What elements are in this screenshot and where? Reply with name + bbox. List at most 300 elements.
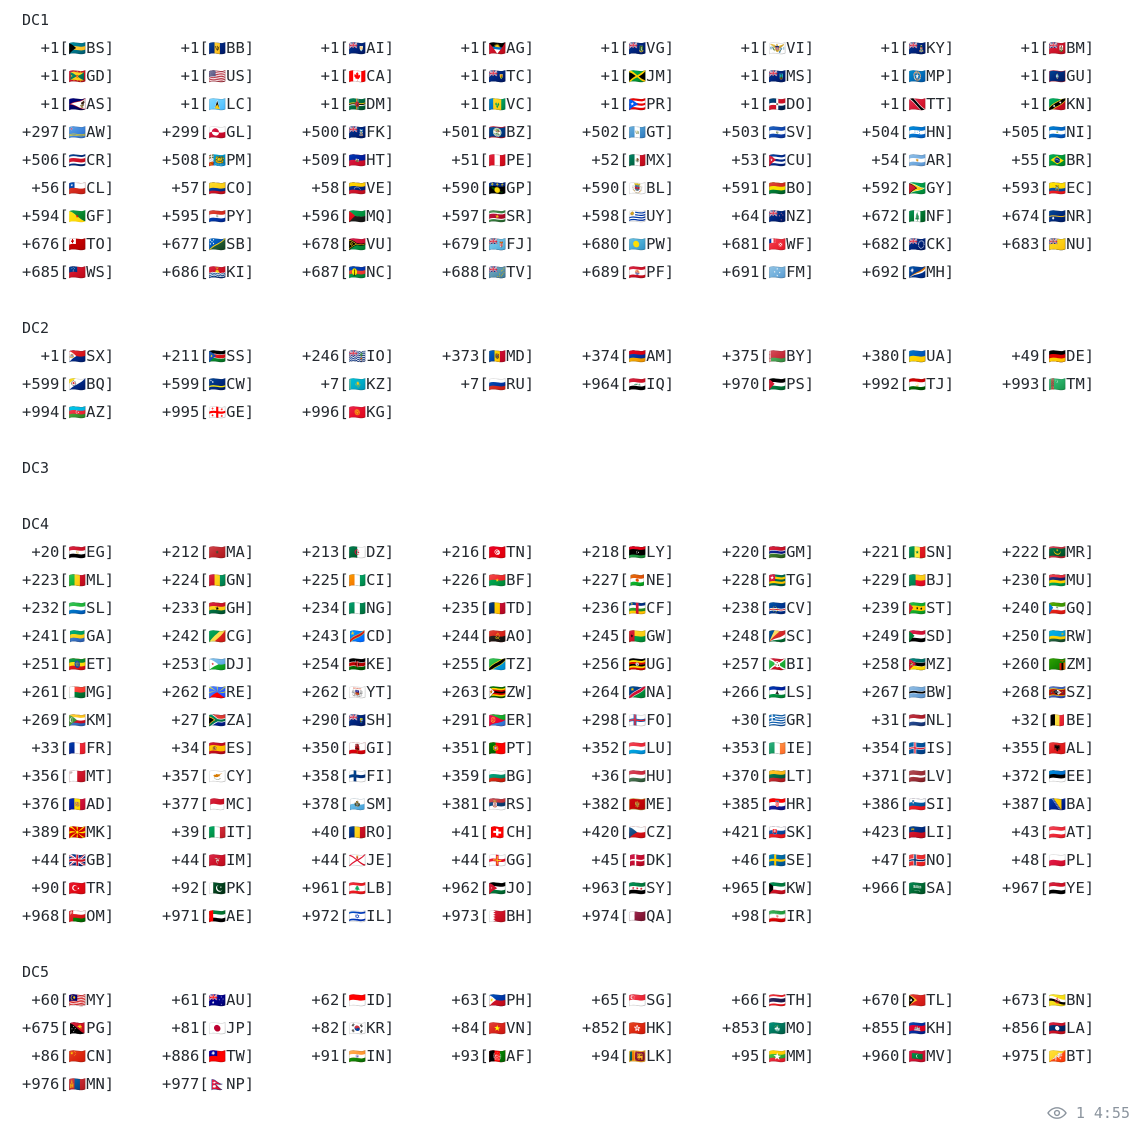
country-entry[interactable] [162, 1042, 302, 1070]
country-entry[interactable] [302, 90, 442, 118]
country-entry[interactable] [302, 174, 442, 202]
dial-code: +66 [731, 991, 760, 1009]
flag-icon: 🇭🇰 [628, 1021, 647, 1037]
entry-pad [302, 179, 311, 197]
country-entry[interactable] [442, 874, 582, 902]
country-entry[interactable] [862, 790, 1002, 818]
country-entry[interactable] [862, 818, 1002, 846]
country-entry[interactable] [582, 174, 722, 202]
country-entry[interactable] [162, 118, 302, 146]
iso-code: NZ [786, 207, 805, 225]
country-entry[interactable] [862, 538, 1002, 566]
country-entry[interactable] [722, 986, 862, 1014]
country-entry[interactable] [22, 202, 162, 230]
country-entry[interactable] [1002, 34, 1142, 62]
bracket-open: [ [759, 375, 769, 393]
bracket-open: [ [59, 95, 69, 113]
country-entry[interactable] [22, 370, 162, 398]
country-entry[interactable] [722, 762, 862, 790]
dial-code: +678 [302, 235, 340, 253]
country-entry[interactable] [862, 230, 1002, 258]
iso-code: MN [86, 1075, 105, 1093]
country-entry[interactable] [862, 118, 1002, 146]
country-entry[interactable] [1002, 762, 1142, 790]
country-entry[interactable] [862, 342, 1002, 370]
country-entry[interactable] [862, 566, 1002, 594]
flag-icon: 🇰🇿 [348, 377, 367, 393]
country-entry[interactable] [302, 902, 442, 930]
country-entry[interactable] [22, 146, 162, 174]
country-entry[interactable] [22, 34, 162, 62]
country-entry[interactable] [442, 706, 582, 734]
country-entry[interactable] [442, 370, 582, 398]
country-entry[interactable] [22, 678, 162, 706]
country-entry[interactable] [722, 146, 862, 174]
country-entry[interactable] [442, 846, 582, 874]
country-entry[interactable] [162, 734, 302, 762]
bracket-open: [ [619, 879, 629, 897]
country-entry[interactable] [442, 202, 582, 230]
dial-code: +239 [862, 599, 900, 617]
country-entry[interactable] [722, 370, 862, 398]
dc-group-grid [22, 538, 1134, 930]
bracket-close: ] [524, 823, 535, 841]
flag-icon: 🇵🇷 [628, 97, 647, 113]
country-entry[interactable] [862, 1014, 1002, 1042]
country-entry[interactable] [862, 622, 1002, 650]
country-entry[interactable] [442, 650, 582, 678]
country-entry[interactable] [302, 398, 442, 426]
country-entry[interactable] [22, 846, 162, 874]
iso-code: AR [926, 151, 945, 169]
country-entry[interactable] [1002, 62, 1142, 90]
dial-code: +254 [302, 655, 340, 673]
country-entry[interactable] [442, 62, 582, 90]
country-entry[interactable] [22, 538, 162, 566]
country-entry[interactable] [1002, 818, 1142, 846]
bracket-open: [ [899, 207, 909, 225]
country-entry[interactable] [22, 874, 162, 902]
country-entry[interactable] [862, 678, 1002, 706]
iso-code: BA [1066, 795, 1085, 813]
country-entry[interactable] [22, 1042, 162, 1070]
bracket-close: ] [524, 683, 535, 701]
country-entry[interactable] [862, 986, 1002, 1014]
country-entry[interactable] [722, 790, 862, 818]
country-entry[interactable] [1002, 734, 1142, 762]
country-entry[interactable] [442, 538, 582, 566]
country-entry[interactable] [442, 790, 582, 818]
country-entry[interactable] [302, 62, 442, 90]
bracket-open: [ [339, 403, 349, 421]
flag-icon: 🇫🇮 [348, 769, 367, 785]
country-entry[interactable] [302, 258, 442, 286]
country-entry[interactable] [862, 594, 1002, 622]
bracket-open: [ [1039, 95, 1049, 113]
bracket-open: [ [619, 123, 629, 141]
country-entry[interactable] [302, 818, 442, 846]
country-entry[interactable] [302, 762, 442, 790]
country-entry[interactable] [302, 370, 442, 398]
country-entry[interactable] [22, 734, 162, 762]
country-entry[interactable] [162, 230, 302, 258]
dial-code: +686 [162, 263, 200, 281]
country-entry[interactable] [722, 678, 862, 706]
country-entry[interactable] [722, 818, 862, 846]
flag-icon: 🇵🇲 [208, 153, 227, 169]
country-entry[interactable] [582, 790, 722, 818]
country-entry[interactable] [162, 566, 302, 594]
country-entry[interactable] [162, 678, 302, 706]
entry-pad [1002, 823, 1011, 841]
country-entry[interactable] [22, 650, 162, 678]
country-entry[interactable] [722, 538, 862, 566]
country-entry[interactable] [302, 678, 442, 706]
flag-icon: 🇲🇺 [1048, 573, 1067, 589]
bracket-close: ] [804, 1047, 815, 1065]
bracket-close: ] [104, 795, 115, 813]
country-entry[interactable] [162, 622, 302, 650]
country-entry[interactable] [22, 762, 162, 790]
country-entry[interactable] [302, 230, 442, 258]
flag-icon: 🇲🇸 [768, 69, 787, 85]
country-entry[interactable] [442, 230, 582, 258]
flag-icon: 🇱🇧 [348, 881, 367, 897]
country-entry[interactable] [302, 846, 442, 874]
country-entry[interactable] [862, 34, 1002, 62]
country-entry[interactable] [862, 370, 1002, 398]
dial-code: +20 [31, 543, 60, 561]
country-entry[interactable] [722, 62, 862, 90]
country-entry[interactable] [442, 678, 582, 706]
country-entry[interactable] [582, 342, 722, 370]
country-entry[interactable] [442, 818, 582, 846]
iso-code: MC [226, 795, 245, 813]
country-entry[interactable] [722, 874, 862, 902]
country-entry[interactable] [442, 762, 582, 790]
country-entry[interactable] [582, 594, 722, 622]
country-entry[interactable] [162, 1070, 302, 1098]
country-entry[interactable] [722, 622, 862, 650]
country-entry[interactable] [22, 566, 162, 594]
entry-pad [22, 739, 31, 757]
country-entry[interactable] [722, 258, 862, 286]
dial-code: +82 [311, 1019, 340, 1037]
country-entry[interactable] [582, 230, 722, 258]
country-entry[interactable] [302, 342, 442, 370]
flag-icon: 🇿🇼 [488, 685, 507, 701]
country-entry[interactable] [162, 342, 302, 370]
iso-code: BW [926, 683, 945, 701]
country-entry[interactable] [862, 762, 1002, 790]
flag-icon: 🇳🇬 [348, 601, 367, 617]
country-entry[interactable] [582, 118, 722, 146]
country-entry[interactable] [442, 566, 582, 594]
country-entry[interactable] [582, 62, 722, 90]
country-entry[interactable] [722, 902, 862, 930]
country-entry[interactable] [862, 258, 1002, 286]
country-entry[interactable] [302, 734, 442, 762]
country-entry[interactable] [162, 650, 302, 678]
country-entry[interactable] [722, 734, 862, 762]
dial-code: +7 [460, 375, 480, 393]
country-entry[interactable] [1002, 118, 1142, 146]
country-entry[interactable] [582, 986, 722, 1014]
bracket-close: ] [1084, 851, 1095, 869]
bracket-close: ] [524, 627, 535, 645]
country-entry[interactable] [1002, 846, 1142, 874]
country-entry[interactable] [722, 846, 862, 874]
country-entry[interactable] [22, 790, 162, 818]
country-entry[interactable] [862, 1042, 1002, 1070]
country-entry[interactable] [582, 818, 722, 846]
bracket-close: ] [664, 347, 675, 365]
country-entry[interactable] [582, 678, 722, 706]
flag-icon: 🇪🇨 [1048, 181, 1067, 197]
country-entry[interactable] [1002, 174, 1142, 202]
country-entry[interactable] [22, 258, 162, 286]
country-entry[interactable] [1002, 594, 1142, 622]
country-entry[interactable] [862, 62, 1002, 90]
bracket-close: ] [104, 1047, 115, 1065]
country-entry[interactable] [22, 986, 162, 1014]
country-entry[interactable] [862, 846, 1002, 874]
iso-code: KH [926, 1019, 945, 1037]
country-entry[interactable] [22, 62, 162, 90]
country-entry[interactable] [22, 174, 162, 202]
country-entry[interactable] [722, 342, 862, 370]
country-entry[interactable] [302, 594, 442, 622]
country-entry[interactable] [22, 594, 162, 622]
country-entry[interactable] [22, 1014, 162, 1042]
country-entry[interactable] [582, 538, 722, 566]
country-entry[interactable] [442, 258, 582, 286]
status-footer [1047, 1104, 1130, 1122]
country-entry[interactable] [582, 846, 722, 874]
bracket-open: [ [479, 543, 489, 561]
bracket-close: ] [804, 123, 815, 141]
entry-pad [22, 1047, 31, 1065]
dial-code: +53 [731, 151, 760, 169]
country-entry[interactable] [302, 146, 442, 174]
country-entry[interactable] [162, 1014, 302, 1042]
country-entry[interactable] [1002, 90, 1142, 118]
country-entry[interactable] [302, 538, 442, 566]
country-entry[interactable] [582, 622, 722, 650]
country-entry[interactable] [1002, 706, 1142, 734]
country-entry[interactable] [1002, 202, 1142, 230]
country-entry[interactable] [1002, 650, 1142, 678]
bracket-open: [ [199, 403, 209, 421]
country-entry[interactable] [162, 370, 302, 398]
country-entry[interactable] [22, 902, 162, 930]
dial-code: +218 [582, 543, 620, 561]
country-entry[interactable] [302, 118, 442, 146]
country-entry[interactable] [582, 370, 722, 398]
country-entry[interactable] [722, 650, 862, 678]
iso-code: IN [366, 1047, 385, 1065]
country-entry[interactable] [1002, 146, 1142, 174]
country-entry[interactable] [722, 90, 862, 118]
country-entry[interactable] [302, 566, 442, 594]
iso-code: PM [226, 151, 245, 169]
country-entry[interactable] [162, 174, 302, 202]
country-entry[interactable] [722, 706, 862, 734]
country-entry[interactable] [1002, 986, 1142, 1014]
country-entry[interactable] [22, 90, 162, 118]
bracket-open: [ [199, 823, 209, 841]
country-entry[interactable] [582, 566, 722, 594]
country-entry[interactable] [442, 146, 582, 174]
country-entry[interactable] [22, 622, 162, 650]
country-entry[interactable] [162, 62, 302, 90]
country-entry[interactable] [722, 1042, 862, 1070]
country-entry[interactable] [302, 1042, 442, 1070]
dial-code: +852 [582, 1019, 620, 1037]
country-entry[interactable] [722, 566, 862, 594]
dial-code: +226 [442, 571, 480, 589]
country-entry[interactable] [162, 846, 302, 874]
country-entry[interactable] [1002, 874, 1142, 902]
country-entry[interactable] [22, 230, 162, 258]
country-entry[interactable] [22, 1070, 162, 1098]
country-entry[interactable] [442, 734, 582, 762]
flag-icon: 🇸🇷 [488, 209, 507, 225]
country-entry[interactable] [442, 1042, 582, 1070]
country-entry[interactable] [162, 902, 302, 930]
country-entry[interactable] [302, 986, 442, 1014]
country-entry[interactable] [722, 174, 862, 202]
bracket-close: ] [664, 711, 675, 729]
country-entry[interactable] [862, 90, 1002, 118]
country-entry[interactable] [302, 706, 442, 734]
bracket-close: ] [104, 767, 115, 785]
bracket-close: ] [384, 207, 395, 225]
country-entry[interactable] [162, 762, 302, 790]
country-entry[interactable] [582, 1042, 722, 1070]
country-entry[interactable] [1002, 538, 1142, 566]
country-entry[interactable] [302, 202, 442, 230]
country-entry[interactable] [162, 398, 302, 426]
country-entry[interactable] [22, 118, 162, 146]
country-entry[interactable] [862, 146, 1002, 174]
country-entry[interactable] [162, 818, 302, 846]
country-entry[interactable] [862, 174, 1002, 202]
country-entry[interactable] [582, 258, 722, 286]
flag-icon: 🇮🇲 [208, 853, 227, 869]
country-entry[interactable] [302, 34, 442, 62]
country-entry[interactable] [582, 34, 722, 62]
country-entry[interactable] [1002, 790, 1142, 818]
country-entry[interactable] [162, 90, 302, 118]
country-entry[interactable] [582, 202, 722, 230]
country-entry[interactable] [442, 1014, 582, 1042]
country-entry[interactable] [582, 902, 722, 930]
country-entry[interactable] [162, 790, 302, 818]
iso-code: AI [366, 39, 385, 57]
country-entry[interactable] [302, 622, 442, 650]
country-entry[interactable] [1002, 678, 1142, 706]
country-entry[interactable] [722, 594, 862, 622]
country-entry[interactable] [442, 342, 582, 370]
country-entry[interactable] [162, 202, 302, 230]
country-entry[interactable] [22, 818, 162, 846]
flag-icon: 🇦🇪 [208, 909, 227, 925]
bracket-open: [ [1039, 235, 1049, 253]
dial-code: +385 [722, 795, 760, 813]
country-entry[interactable] [722, 118, 862, 146]
country-entry[interactable] [442, 902, 582, 930]
country-entry[interactable] [582, 1014, 722, 1042]
bracket-close: ] [664, 879, 675, 897]
country-entry[interactable] [302, 790, 442, 818]
bracket-open: [ [59, 571, 69, 589]
country-entry[interactable] [1002, 1014, 1142, 1042]
country-entry[interactable] [22, 706, 162, 734]
country-entry[interactable] [582, 874, 722, 902]
country-entry[interactable] [22, 342, 162, 370]
country-entry[interactable] [722, 202, 862, 230]
country-entry[interactable] [582, 706, 722, 734]
entry-pad [862, 95, 881, 113]
country-entry[interactable] [1002, 566, 1142, 594]
country-entry[interactable] [862, 706, 1002, 734]
bracket-close: ] [1084, 571, 1095, 589]
iso-code: GB [86, 851, 105, 869]
country-entry[interactable] [582, 146, 722, 174]
country-entry[interactable] [582, 90, 722, 118]
country-entry[interactable] [722, 1014, 862, 1042]
country-entry[interactable] [442, 118, 582, 146]
country-entry[interactable] [862, 734, 1002, 762]
country-entry[interactable] [1002, 622, 1142, 650]
country-entry[interactable] [302, 1014, 442, 1042]
country-entry[interactable] [162, 258, 302, 286]
country-entry[interactable] [1002, 370, 1142, 398]
country-entry[interactable] [582, 734, 722, 762]
country-entry[interactable] [442, 90, 582, 118]
country-entry[interactable] [862, 650, 1002, 678]
country-entry[interactable] [162, 986, 302, 1014]
flag-icon: 🇦🇬 [488, 41, 507, 57]
country-entry[interactable] [302, 650, 442, 678]
country-entry[interactable] [862, 874, 1002, 902]
country-entry[interactable] [162, 146, 302, 174]
country-entry[interactable] [722, 34, 862, 62]
country-entry[interactable] [162, 874, 302, 902]
bracket-close: ] [244, 95, 255, 113]
country-entry[interactable] [442, 594, 582, 622]
country-entry[interactable] [442, 174, 582, 202]
country-entry[interactable] [722, 230, 862, 258]
country-entry[interactable] [582, 762, 722, 790]
country-entry[interactable] [1002, 342, 1142, 370]
iso-code: MG [86, 683, 105, 701]
country-entry[interactable] [162, 594, 302, 622]
country-entry[interactable] [1002, 1042, 1142, 1070]
country-entry[interactable] [862, 202, 1002, 230]
country-entry[interactable] [302, 874, 442, 902]
country-entry[interactable] [442, 34, 582, 62]
country-entry[interactable] [442, 986, 582, 1014]
country-entry[interactable] [442, 622, 582, 650]
country-entry[interactable] [162, 538, 302, 566]
country-entry[interactable] [582, 650, 722, 678]
country-entry[interactable] [162, 34, 302, 62]
country-entry[interactable] [22, 398, 162, 426]
country-entry[interactable] [1002, 230, 1142, 258]
country-entry[interactable] [162, 706, 302, 734]
